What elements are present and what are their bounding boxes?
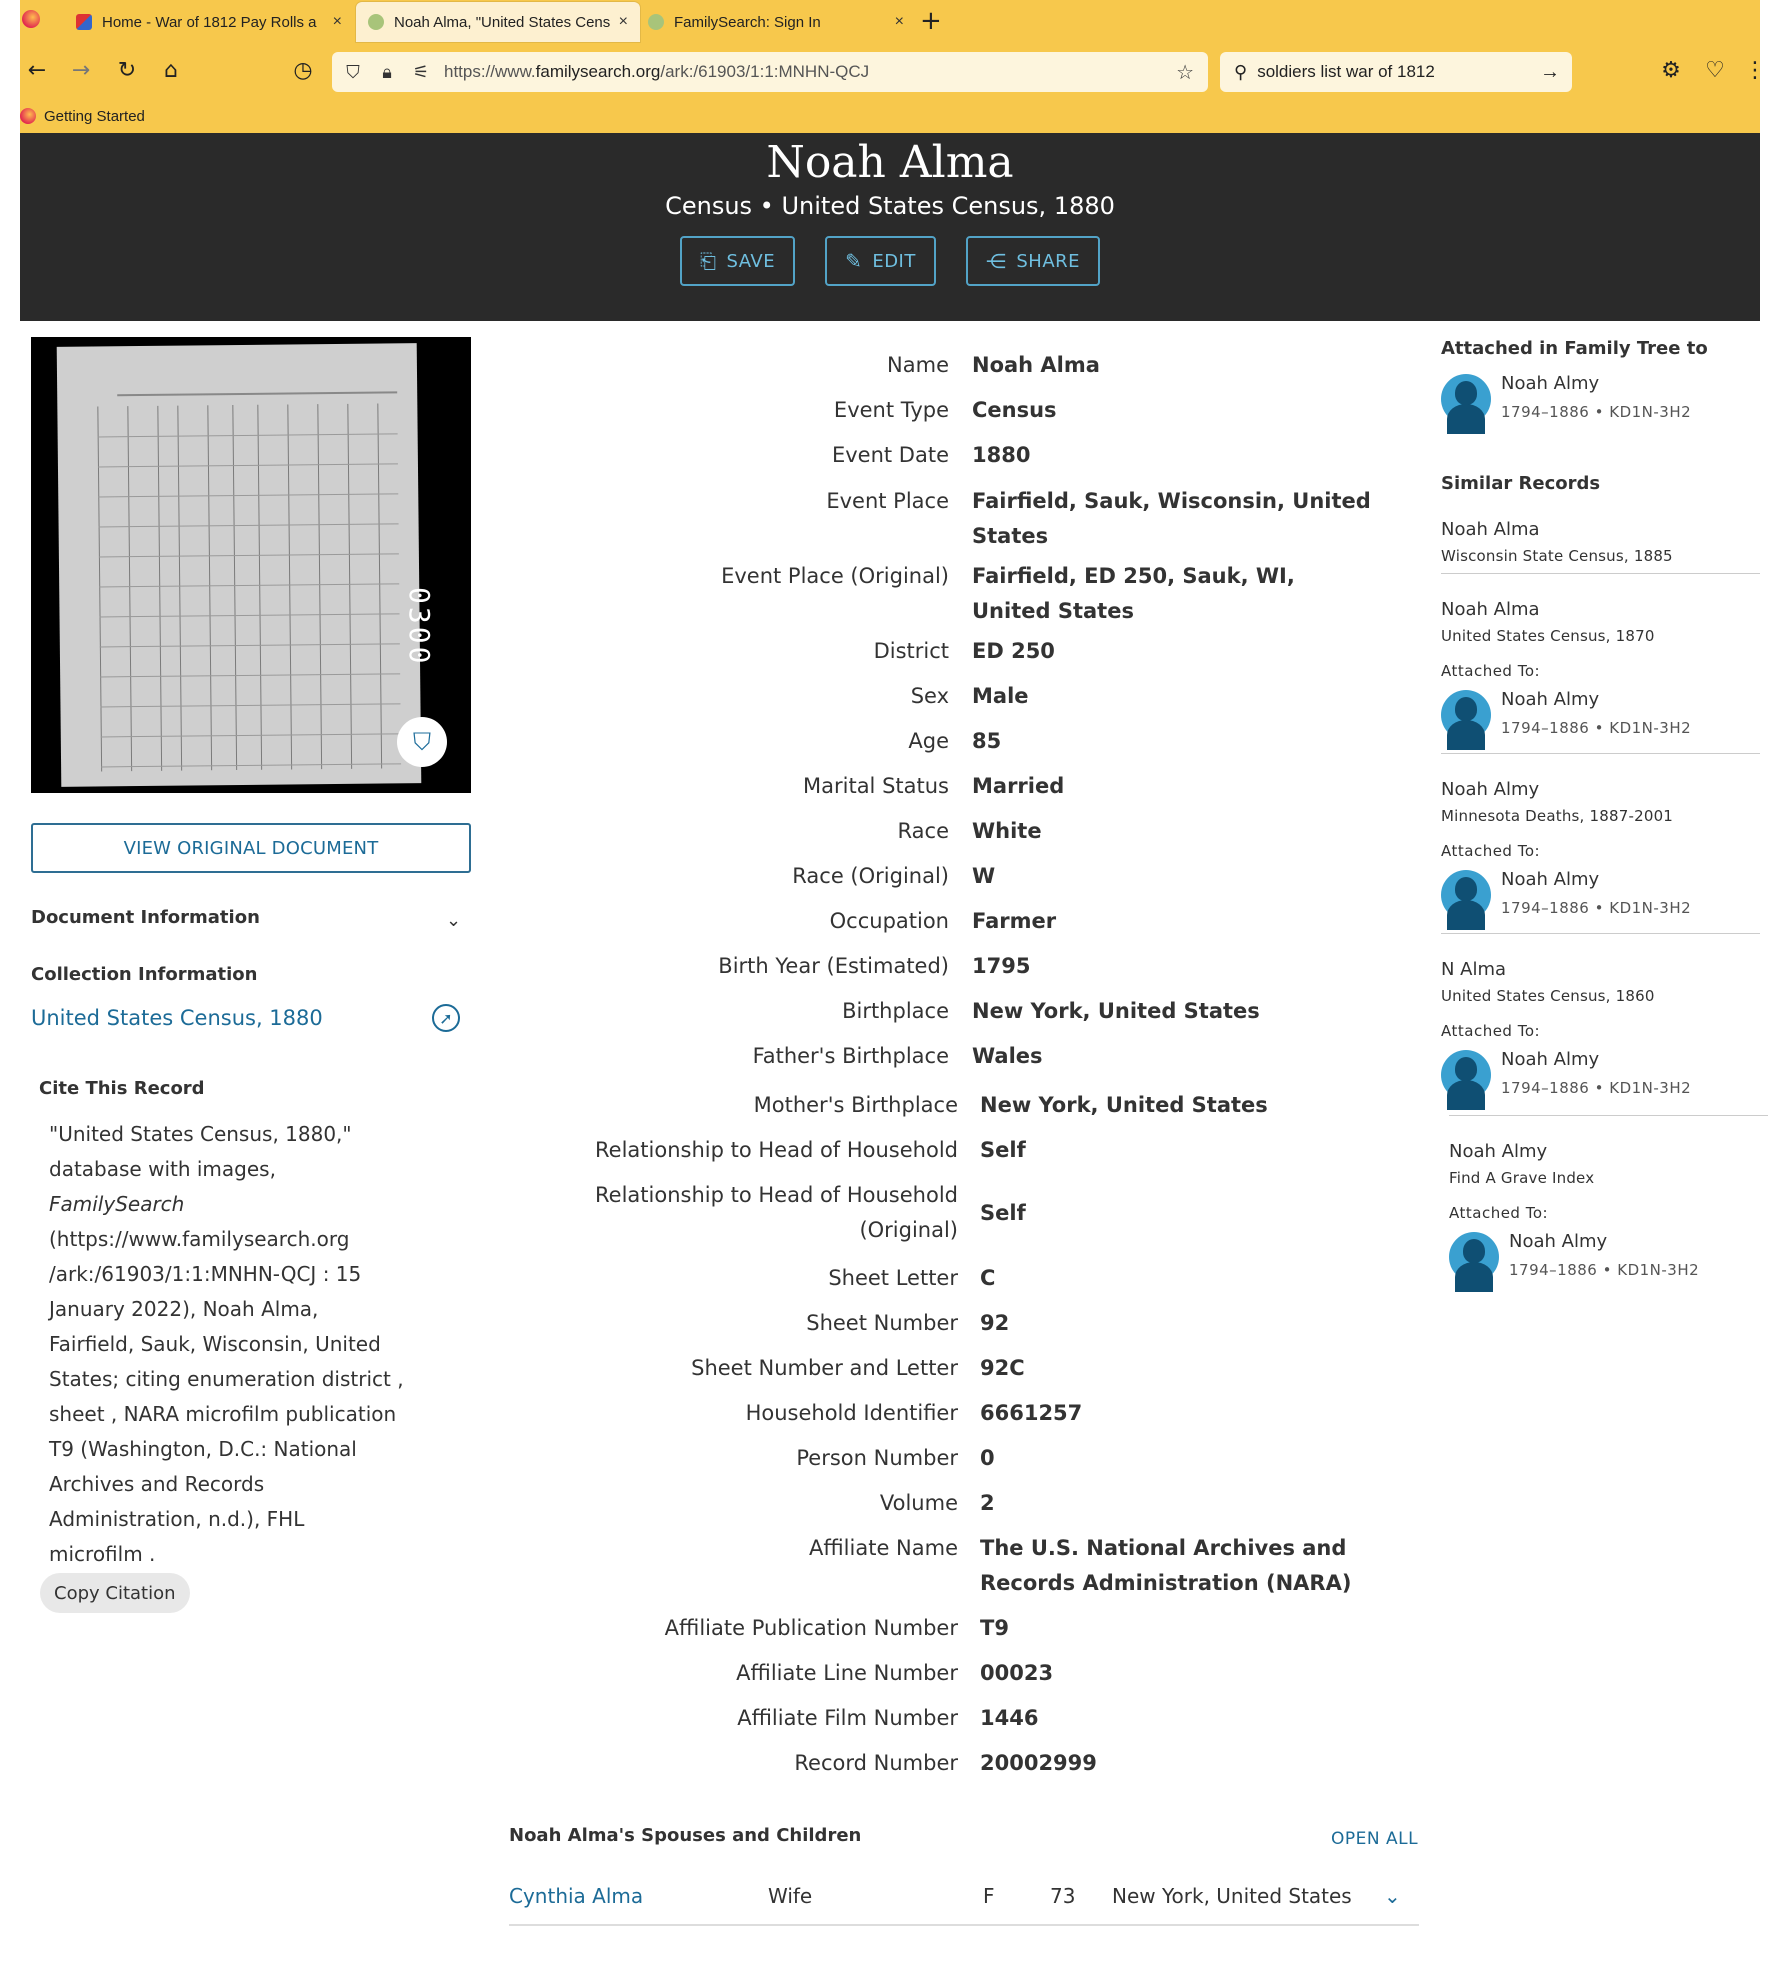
bookmark-icon: ⎗	[699, 249, 717, 273]
similar-record-source: United States Census, 1860	[1441, 987, 1655, 1005]
fact-label: Event Date	[831, 443, 949, 467]
edit-button[interactable]	[825, 236, 936, 286]
firefox-icon	[22, 10, 40, 28]
fact-label: Sex	[910, 684, 949, 708]
url-text[interactable]: https://www.familysearch.org/ark:/61903/1:1:MNHN-QCJ	[444, 62, 870, 81]
similar-record-name-link[interactable]: Noah Alma	[1441, 519, 1540, 540]
fact-value: Self	[980, 1201, 1026, 1225]
fact-value: Census	[972, 398, 1057, 422]
person-avatar-icon	[1441, 1050, 1491, 1100]
fact-label: Affiliate Line Number	[736, 1661, 958, 1685]
chevron-down-icon[interactable]: ⌄	[1384, 1884, 1401, 1908]
page-left-edge	[0, 0, 20, 1973]
share-label: SHARE	[1016, 250, 1081, 272]
record-header	[20, 133, 1760, 321]
spouse-sex: F	[983, 1884, 995, 1908]
similar-record-source: Wisconsin State Census, 1885	[1441, 547, 1673, 565]
familysearch-favicon-icon	[648, 14, 664, 30]
fact-label: Birth Year (Estimated)	[718, 954, 949, 978]
shield-tracking-icon[interactable]: ⛉	[346, 61, 360, 82]
nav-bar	[20, 48, 1766, 98]
fact-label: District	[873, 639, 949, 663]
bookmarks-bar	[20, 104, 145, 128]
tab-noah-alma[interactable]	[356, 2, 640, 42]
back-icon[interactable]: ←	[27, 58, 47, 83]
fact-label: Relationship to Head of Household (Original)	[595, 1183, 958, 1242]
tab-label: FamilySearch: Sign In	[674, 13, 821, 31]
person-avatar-icon	[1441, 690, 1491, 740]
attached-to-label: Attached To:	[1449, 1204, 1549, 1222]
fact-value: The U.S. National Archives and Records Administration (NARA)	[980, 1536, 1352, 1595]
fact-value: Wales	[972, 1044, 1043, 1068]
similar-record-source: Find A Grave Index	[1449, 1169, 1595, 1187]
fact-label: Father's Birthplace	[752, 1044, 949, 1068]
search-bar[interactable]	[1220, 52, 1572, 92]
fact-value: 2	[980, 1491, 995, 1515]
fact-label: Event Type	[833, 398, 949, 422]
fact-label: Sheet Number	[806, 1311, 958, 1335]
fact-label: Sheet Letter	[828, 1266, 958, 1290]
person-name-title: Noah Alma	[766, 137, 1014, 188]
tab-label: Noah Alma, "United States Cens	[394, 13, 611, 31]
attached-person-link[interactable]: Noah Almy	[1501, 373, 1600, 394]
attached-to-label: Attached To:	[1441, 842, 1541, 860]
attached-person-meta: 1794–1886 • KD1N-3H2	[1501, 899, 1692, 917]
fact-value: 20002999	[980, 1751, 1097, 1775]
close-tab-icon[interactable]: ×	[894, 13, 904, 30]
search-go-icon[interactable]: →	[1540, 60, 1560, 83]
record-subtitle: Census • United States Census, 1880	[665, 192, 1115, 220]
fact-label: Affiliate Name	[809, 1536, 958, 1560]
header-actions	[20, 236, 1760, 286]
spouse-name-link[interactable]: Cynthia Alma	[509, 1884, 644, 1908]
similar-record-name-link[interactable]: N Alma	[1441, 959, 1507, 980]
record-divider	[1441, 753, 1760, 754]
fact-value: Fairfield, Sauk, Wisconsin, United States	[972, 489, 1371, 548]
fact-value: 1446	[980, 1706, 1039, 1730]
person-avatar-icon	[1449, 1232, 1499, 1282]
menu-icon[interactable]: ⋮	[1744, 58, 1766, 83]
fact-label: Occupation	[829, 909, 949, 933]
fact-label: Event Place (Original)	[721, 564, 949, 588]
tab-bar	[20, 0, 1760, 44]
close-tab-icon[interactable]: ×	[332, 13, 342, 30]
fact-value: Married	[972, 774, 1065, 798]
document-thumbnail[interactable]	[31, 337, 471, 793]
fact-value: Noah Alma	[972, 353, 1100, 377]
spouse-birthplace: New York, United States	[1112, 1884, 1352, 1908]
fact-value: White	[972, 819, 1042, 843]
fact-value: C	[980, 1266, 996, 1290]
search-input[interactable]: soldiers list war of 1812	[1257, 62, 1435, 81]
fact-value: 1880	[972, 443, 1031, 467]
familysearch-favicon-icon	[368, 14, 384, 30]
document-information-toggle[interactable]: Document Information	[31, 907, 260, 928]
fact-value: Self	[980, 1138, 1026, 1162]
fact-label: Relationship to Head of Household	[595, 1138, 958, 1162]
fact-value: Farmer	[972, 909, 1057, 933]
fact-value: W	[972, 864, 996, 888]
permissions-icon[interactable]: ⚟	[412, 61, 430, 82]
attached-person-link[interactable]: Noah Almy	[1509, 1231, 1608, 1252]
fact-value: T9	[980, 1616, 1009, 1640]
search-icon: ⚲	[1234, 61, 1248, 82]
reload-icon[interactable]: ↻	[117, 58, 137, 83]
pencil-icon: ✎	[845, 249, 863, 273]
browser-chrome	[20, 0, 1766, 133]
spouse-row[interactable]	[509, 1880, 1419, 1926]
forward-icon[interactable]: →	[71, 58, 91, 83]
fact-label: Race (Original)	[792, 864, 949, 888]
film-frame-number: 0300	[403, 587, 436, 667]
fact-label: Event Place	[826, 489, 949, 513]
similar-record-name-link[interactable]: Noah Alma	[1441, 599, 1540, 620]
url-bar[interactable]	[332, 52, 1208, 92]
spouse-age: 73	[1050, 1884, 1076, 1908]
fact-label: Person Number	[796, 1446, 958, 1470]
fact-label: Name	[887, 353, 949, 377]
fact-value: New York, United States	[980, 1093, 1268, 1117]
fact-label: Volume	[879, 1491, 958, 1515]
tab-familysearch-sign-in[interactable]	[636, 2, 916, 42]
attached-person-link[interactable]: Noah Almy	[1501, 869, 1600, 890]
spouses-children-heading: Noah Alma's Spouses and Children	[509, 1825, 862, 1846]
share-button[interactable]	[966, 236, 1100, 286]
similar-records-heading: Similar Records	[1441, 473, 1601, 494]
new-tab-button[interactable]: +	[920, 6, 942, 36]
fact-label: Marital Status	[803, 774, 949, 798]
bookmark-star-icon[interactable]: ☆	[1176, 61, 1194, 84]
cite-record-heading: Cite This Record	[39, 1078, 205, 1099]
fact-value: 00023	[980, 1661, 1054, 1685]
fact-label: Affiliate Film Number	[737, 1706, 958, 1730]
fact-value: 6661257	[980, 1401, 1083, 1425]
collection-link[interactable]: United States Census, 1880	[31, 1006, 323, 1030]
fact-label: Birthplace	[842, 999, 949, 1023]
fact-value: Male	[972, 684, 1029, 708]
census-page-image	[57, 343, 422, 787]
fact-value: ED 250	[972, 639, 1055, 663]
share-icon: ⋲	[985, 249, 1007, 273]
attached-tree-heading: Attached in Family Tree to	[1441, 338, 1708, 359]
view-original-document-button[interactable]: VIEW ORIGINAL DOCUMENT	[31, 823, 471, 873]
chevron-down-icon[interactable]: ⌄	[446, 910, 462, 931]
similar-record-name-link[interactable]: Noah Almy	[1449, 1141, 1548, 1162]
record-divider	[1441, 573, 1760, 574]
attached-person-meta: 1794–1886 • KD1N-3H2	[1501, 719, 1692, 737]
similar-record-name-link[interactable]: Noah Almy	[1441, 779, 1540, 800]
home-icon[interactable]: ⌂	[164, 58, 178, 83]
history-icon[interactable]: ◷	[293, 58, 313, 83]
edit-label: EDIT	[872, 250, 916, 272]
fact-label: Mother's Birthplace	[753, 1093, 958, 1117]
copy-citation-button[interactable]: Copy Citation	[40, 1573, 190, 1613]
attached-person-meta: 1794–1886 • KD1N-3H2	[1501, 1079, 1692, 1097]
person-avatar-icon	[1441, 374, 1491, 424]
save-button[interactable]	[680, 236, 795, 286]
firefox-bookmark-icon	[20, 108, 36, 124]
extensions-icon[interactable]: ⚙	[1661, 58, 1681, 83]
record-divider	[1449, 1115, 1768, 1116]
attached-person-meta: 1794–1886 • KD1N-3H2	[1509, 1261, 1700, 1279]
record-divider	[1441, 933, 1760, 934]
site-favicon-icon	[76, 14, 92, 30]
fact-label: Record Number	[794, 1751, 958, 1775]
fact-value: 0	[980, 1446, 995, 1470]
fact-value: New York, United States	[972, 999, 1260, 1023]
similar-record-source: United States Census, 1870	[1441, 627, 1655, 645]
citation-text: "United States Census, 1880," database with images, FamilySearch (https://www.familysearch.org /ark:/61903/1:1:MNHN-QCJ : 15 January 2022), Noah Alma, Fairfield, Sauk, Wisconsin, United States; citing enumeration district , sheet , NARA microfilm publication T9 (Washington, D.C.: National Archives and Records Administration, n.d.), FHL microfilm .	[49, 1122, 404, 1566]
fact-label: Sheet Number and Letter	[691, 1356, 958, 1380]
person-avatar-icon	[1441, 870, 1491, 920]
lock-icon[interactable]: 🔒︎	[382, 61, 392, 82]
pocket-icon[interactable]: ♡	[1705, 58, 1725, 83]
fact-value: 92C	[980, 1356, 1025, 1380]
attached-person-meta: 1794–1886 • KD1N-3H2	[1501, 403, 1692, 421]
collection-information-heading: Collection Information	[31, 964, 258, 985]
close-tab-icon[interactable]: ×	[618, 13, 628, 30]
fact-label: Race	[897, 819, 949, 843]
attached-to-label: Attached To:	[1441, 662, 1541, 680]
open-all-button[interactable]: OPEN ALL	[1331, 1829, 1419, 1849]
fact-label: Household Identifier	[745, 1401, 958, 1425]
fact-label: Affiliate Publication Number	[664, 1616, 958, 1640]
shield-icon[interactable]: ⛉	[397, 717, 447, 767]
compass-icon[interactable]: ➚	[432, 1004, 460, 1032]
tab-label: Home - War of 1812 Pay Rolls a	[102, 13, 317, 31]
fact-label: Age	[908, 729, 949, 753]
attached-person-link[interactable]: Noah Almy	[1501, 689, 1600, 710]
spouse-relation: Wife	[768, 1884, 813, 1908]
fact-value: 1795	[972, 954, 1031, 978]
bookmark-getting-started[interactable]: Getting Started	[44, 107, 145, 125]
tab-war-of-1812[interactable]	[64, 2, 354, 42]
fact-value: 85	[972, 729, 1002, 753]
save-label: SAVE	[726, 250, 776, 272]
attached-to-label: Attached To:	[1441, 1022, 1541, 1040]
fact-value: Fairfield, ED 250, Sauk, WI, United States	[972, 564, 1295, 623]
fact-value: 92	[980, 1311, 1010, 1335]
attached-person-link[interactable]: Noah Almy	[1501, 1049, 1600, 1070]
similar-record-source: Minnesota Deaths, 1887-2001	[1441, 807, 1674, 825]
